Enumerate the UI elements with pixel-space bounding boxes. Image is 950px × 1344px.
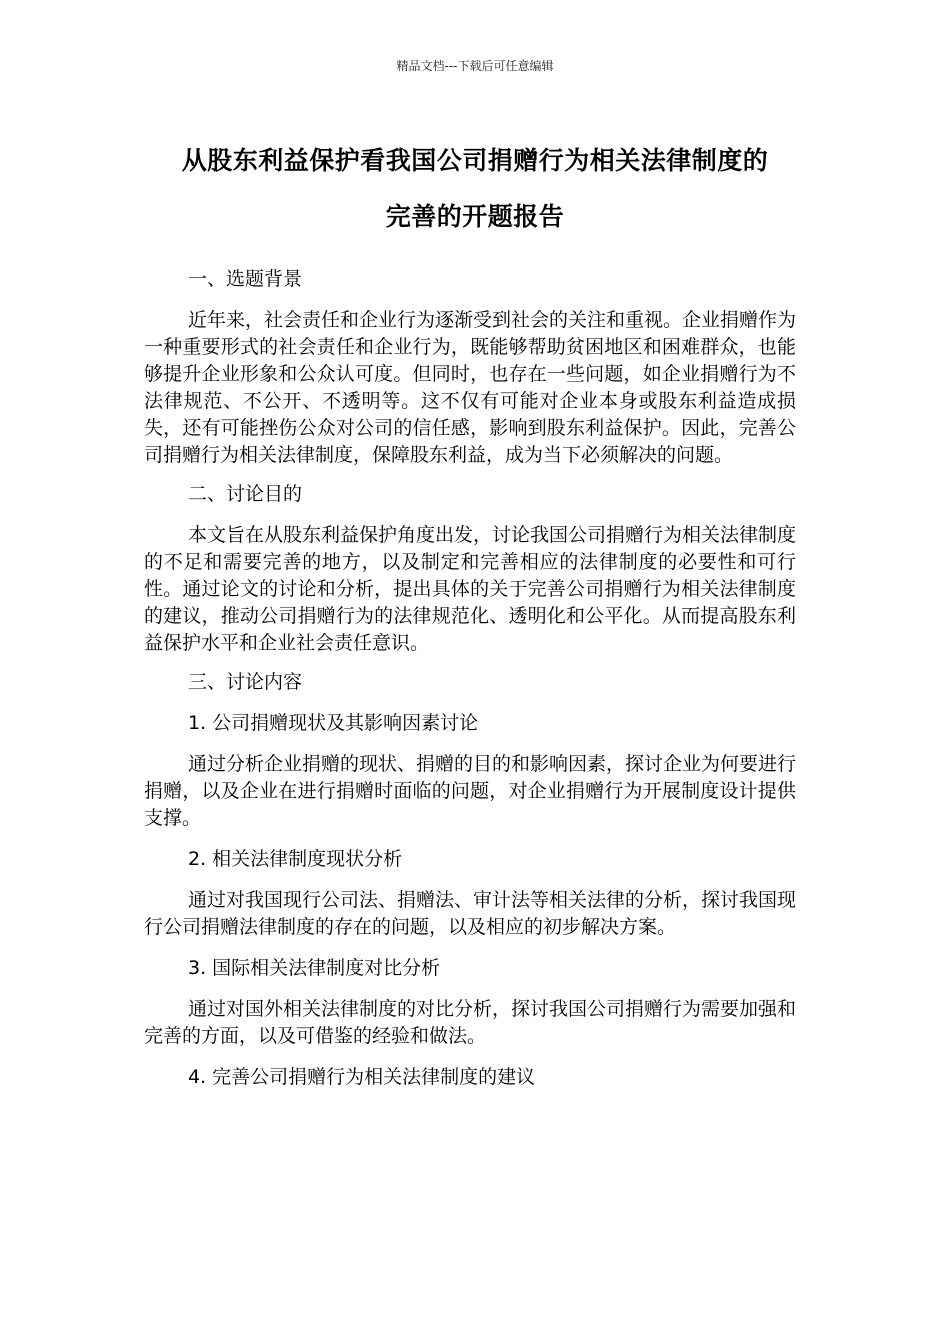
paragraph-purpose: 本文旨在从股东利益保护角度出发，讨论我国公司捐赠行为相关法律制度的不足和需要完善的地方，以及制定和完善相应的法律制度的必要性和可行性。通过论文的讨论和分析，提出具体的关于完善公司捐赠行为相关法律制度的建议，推动公司捐赠行为的法律规范化、透明化和公平化。从而提高股东利益保护水平和企业社会责任意识。 [144, 524, 797, 654]
paragraph-item-3: 通过对国外相关法律制度的对比分析，探讨我国公司捐赠行为需要加强和完善的方面，以及可借鉴的经验和做法。 [144, 998, 797, 1047]
header-note: 精品文档---下载后可任意编辑 [396, 59, 554, 73]
paragraph-item-2: 通过对我国现行公司法、捐赠法、审计法等相关法律的分析，探讨我国现行公司捐赠法律制度的存在的问题，以及相应的初步解决方案。 [144, 889, 797, 938]
title-line-2: 完善的开题报告 [385, 202, 565, 231]
spacer [144, 982, 796, 996]
spacer [144, 737, 796, 751]
item-heading-4: 4. 完善公司捐赠行为相关法律制度的建议 [188, 1066, 536, 1088]
spacer [144, 1050, 796, 1064]
spacer [144, 657, 796, 669]
spacer [144, 508, 796, 522]
section-heading-background: 一、选题背景 [188, 268, 303, 290]
section-heading-content: 三、讨论内容 [188, 671, 303, 693]
spacer [144, 941, 796, 955]
document-title [130, 133, 820, 245]
item-heading-2: 2. 相关法律制度现状分析 [188, 848, 403, 870]
item-heading-1: 1. 公司捐赠现状及其影响因素讨论 [188, 712, 479, 734]
spacer [144, 696, 796, 710]
spacer [144, 832, 796, 846]
item-heading-3: 3. 国际相关法律制度对比分析 [188, 957, 441, 979]
spacer [144, 873, 796, 887]
section-heading-purpose: 二、讨论目的 [188, 483, 303, 505]
paragraph-background: 近年来，社会责任和企业行为逐渐受到社会的关注和重视。企业捐赠作为一种重要形式的社会责任和企业行为，既能够帮助贫困地区和困难群众，也能够提升企业形象和公众认可度。但同时，也存在一些问题，如企业捐赠行为不法律规范、不公开、不透明等。这不仅有可能对企业本身或股东利益造成损失，还有可能挫伤公众对公司的信任感，影响到股东利益保护。因此，完善公司捐赠行为相关法律制度，保障股东利益，成为当下必须解决的问题。 [144, 309, 797, 466]
spacer [144, 469, 796, 481]
document-body [144, 266, 796, 1091]
spacer [144, 293, 796, 307]
title-line-1: 从股东利益保护看我国公司捐赠行为相关法律制度的 [181, 146, 769, 175]
paragraph-item-1: 通过分析企业捐赠的现状、捐赠的目的和影响因素，探讨企业为何要进行捐赠，以及企业在进行捐赠时面临的问题，对企业捐赠行为开展制度设计提供支撑。 [144, 753, 797, 829]
